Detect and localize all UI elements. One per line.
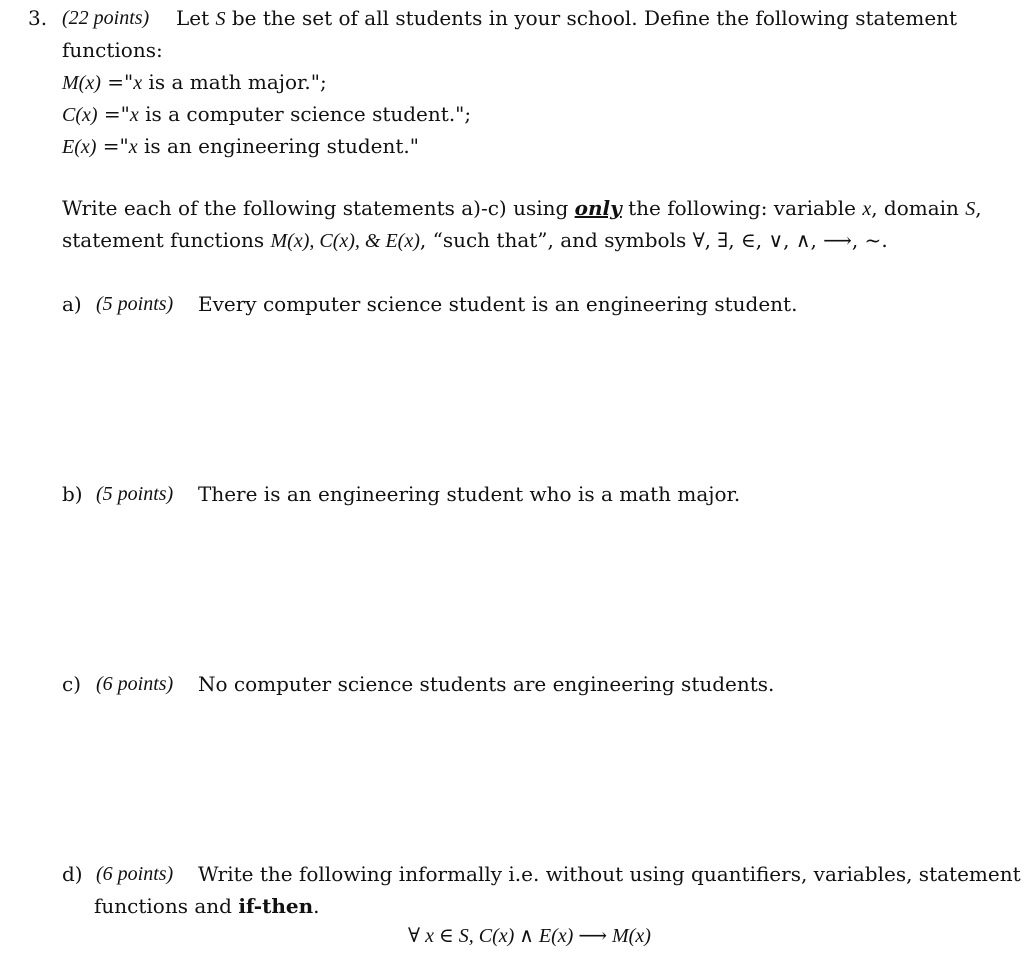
instructions-line-2 xyxy=(62,228,888,253)
allowed-symbols: ∀, ∃, ∈, ∨, ∧, ⟶, ~. xyxy=(692,228,888,252)
definition-text: is a computer science student."; xyxy=(138,102,472,126)
part-d-points: (6 points) xyxy=(96,863,174,885)
question-intro xyxy=(176,6,957,31)
statement-functions: M(x), C(x), & E(x) xyxy=(270,230,420,252)
part-c-statement: No computer science students are engineering students. xyxy=(198,672,775,696)
part-c-label: c) xyxy=(62,672,82,696)
part-b-points: (5 points) xyxy=(96,483,174,505)
instr-text: , “such that”, and symbols xyxy=(419,228,693,252)
part-d-text-2: functions and xyxy=(94,894,239,918)
equals-quote: =" xyxy=(100,70,134,94)
function-m: M(x) xyxy=(62,72,101,94)
question-intro-line2: functions: xyxy=(62,38,163,62)
instr-text: , domain xyxy=(871,196,966,220)
equals-quote: =" xyxy=(96,134,129,158)
instructions-line-1 xyxy=(62,196,982,221)
intro-text-1: Let xyxy=(176,6,216,30)
part-d-formula: ∀ x ∈ S, C(x) ∧ E(x) ⟶ M(x) xyxy=(408,925,651,947)
definition-text: is an engineering student." xyxy=(137,134,419,158)
definition-math-major xyxy=(62,70,327,95)
question-points: (22 points) xyxy=(62,7,150,29)
part-d-label: d) xyxy=(62,862,83,886)
instr-text: the following: variable xyxy=(621,196,863,220)
function-c: C(x) xyxy=(62,104,98,126)
part-a-points: (5 points) xyxy=(96,293,174,315)
variable-x: x xyxy=(129,104,139,126)
variable-x: x xyxy=(133,72,143,94)
part-b-label: b) xyxy=(62,482,83,506)
equals-quote: =" xyxy=(97,102,130,126)
intro-text-2: be the set of all students in your school. Define the following statement xyxy=(225,6,958,30)
question-number: 3. xyxy=(28,6,48,30)
variable-x: x xyxy=(128,136,138,158)
variable-x: x xyxy=(862,198,872,220)
instr-text: , xyxy=(975,196,982,220)
domain-s: S xyxy=(965,198,976,220)
definition-cs-student xyxy=(62,102,471,127)
part-d-statement-line2 xyxy=(94,894,320,918)
instr-text: statement functions xyxy=(62,228,271,252)
only-emphasis: only xyxy=(574,196,622,220)
part-c-points: (6 points) xyxy=(96,673,174,695)
if-then-emphasis: if-then xyxy=(238,894,314,918)
part-d-statement: Write the following informally i.e. without using quantifiers, variables, statement xyxy=(198,862,1021,886)
definition-engineering-student xyxy=(62,134,419,159)
part-d-text-3: . xyxy=(313,894,320,918)
definition-text: is a math major."; xyxy=(142,70,327,94)
part-a-label: a) xyxy=(62,292,82,316)
set-variable: S xyxy=(215,8,226,30)
part-a-statement: Every computer science student is an engineering student. xyxy=(198,292,798,316)
function-e: E(x) xyxy=(62,136,97,158)
instr-text: Write each of the following statements a)-c) using xyxy=(62,196,575,220)
part-b-statement: There is an engineering student who is a math major. xyxy=(198,482,741,506)
